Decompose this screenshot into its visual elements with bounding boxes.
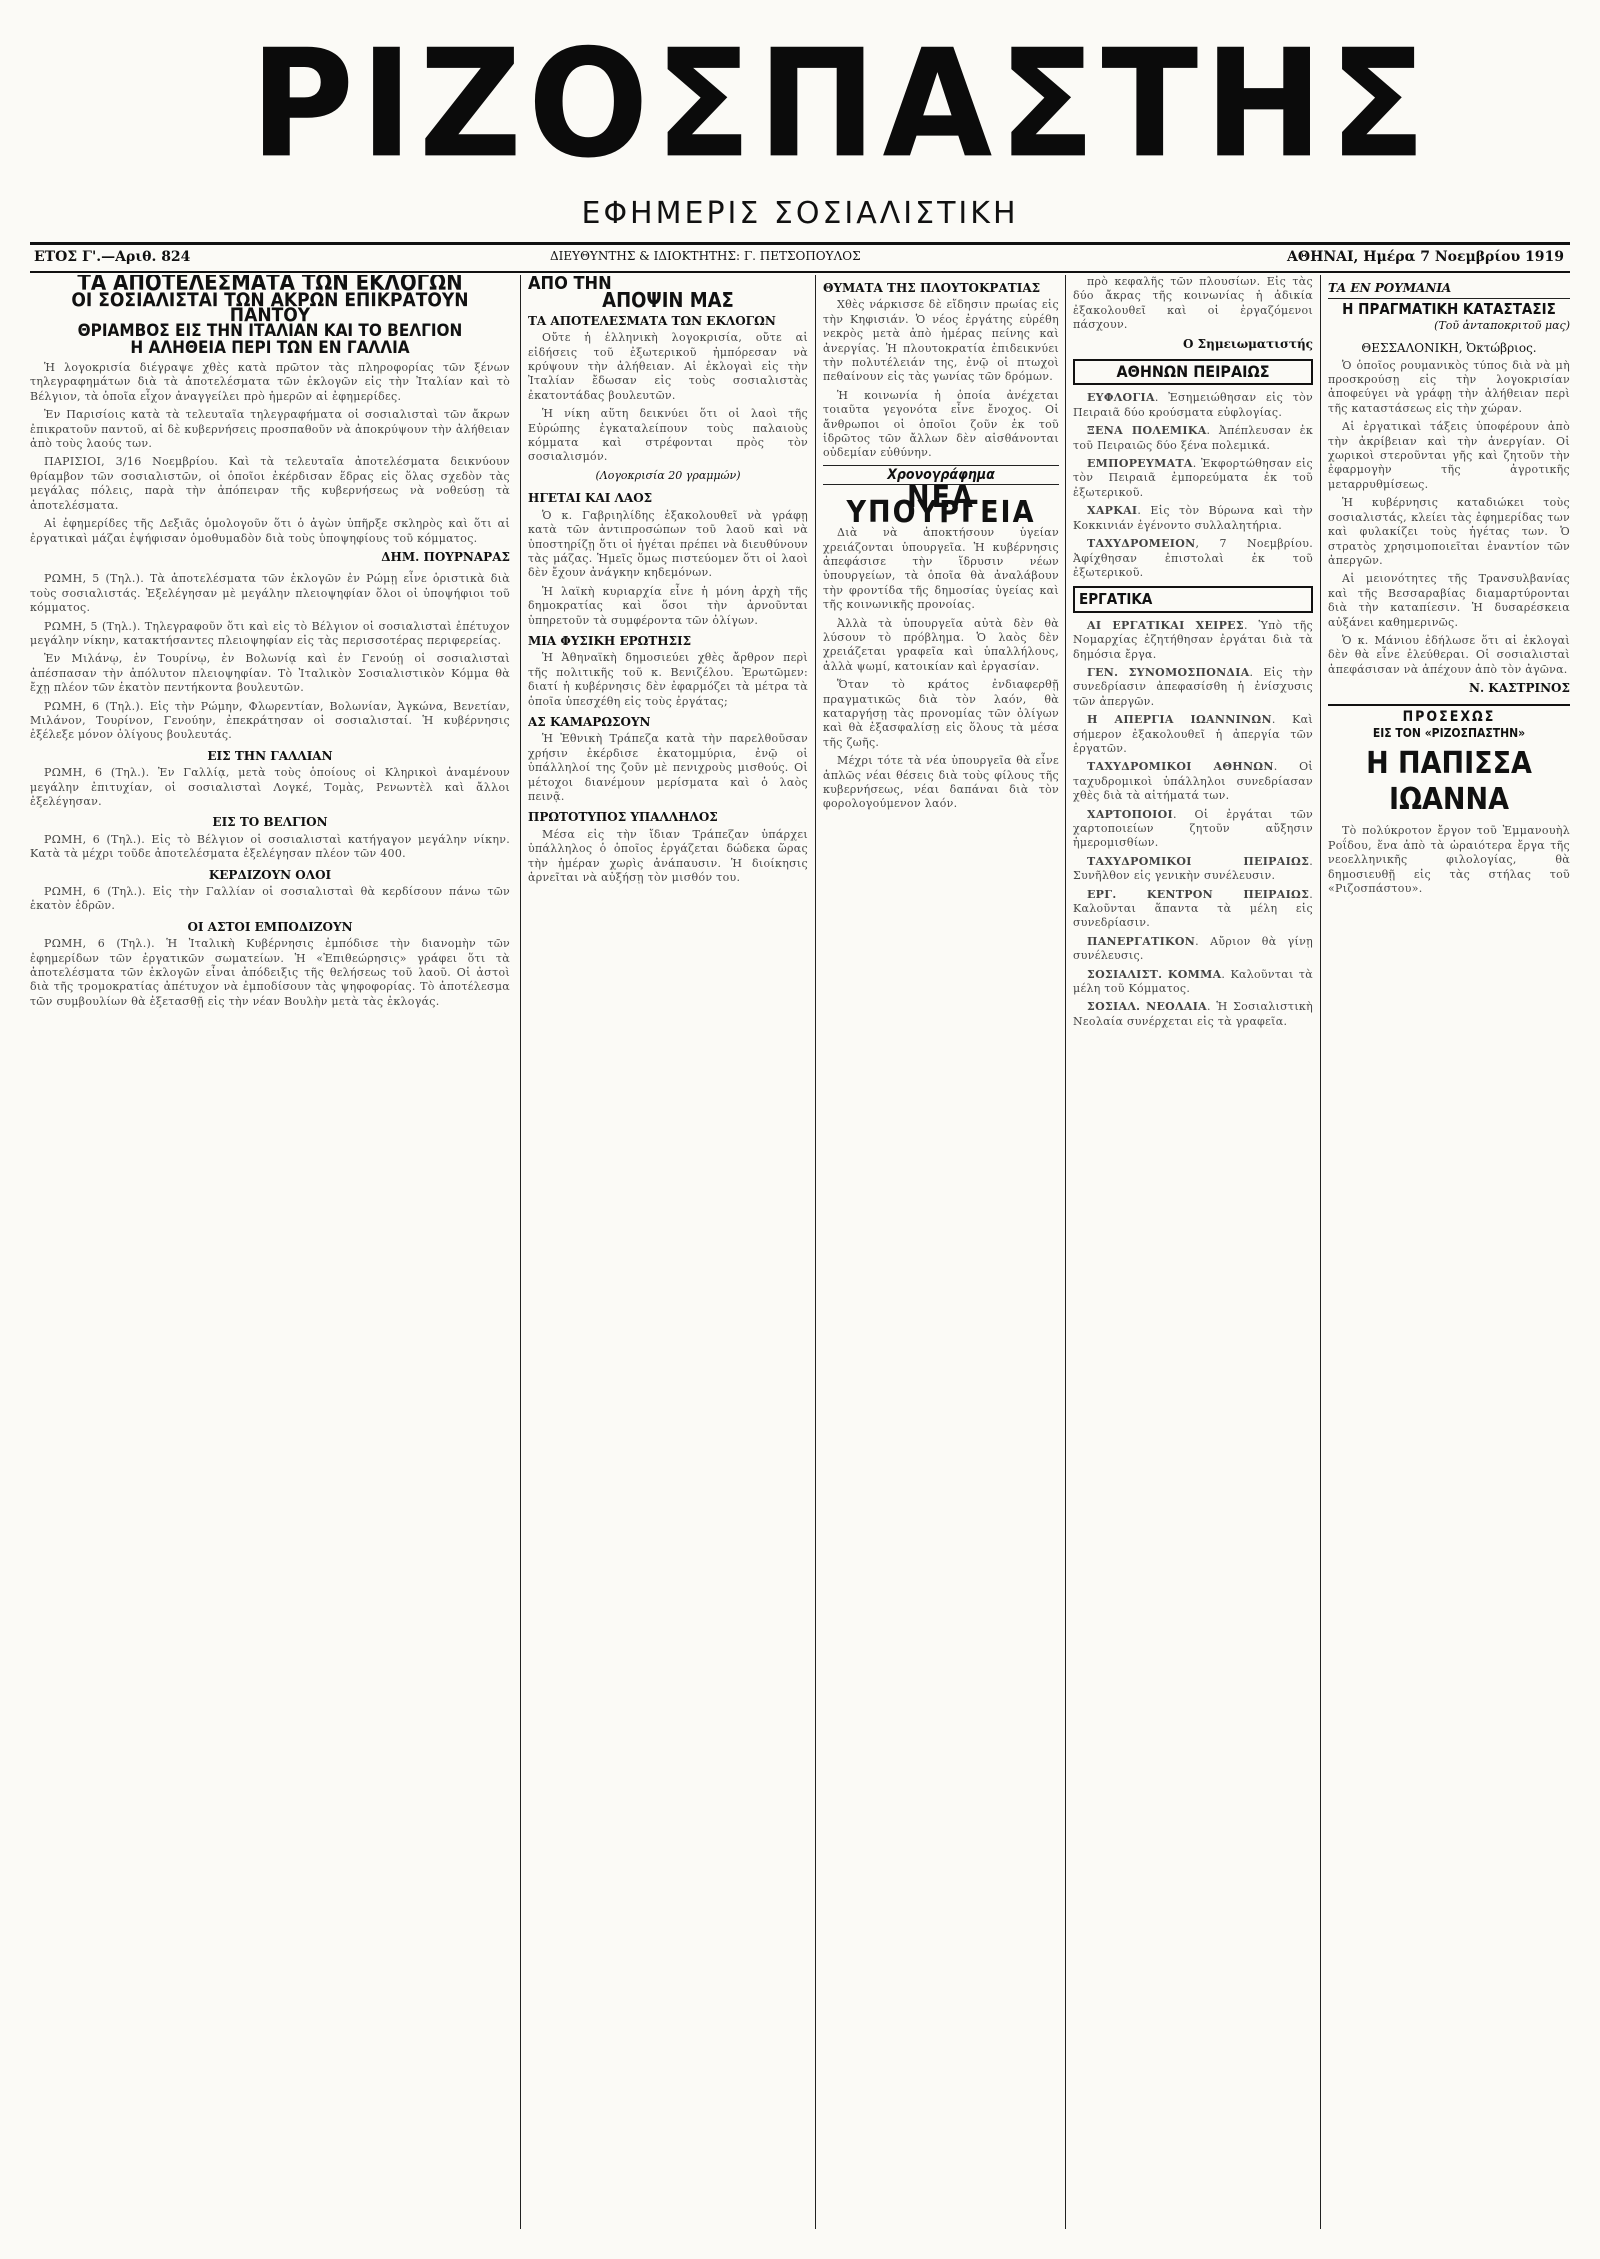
article-body: ΡΩΜΗ, 6 (Τηλ.). Ἡ Ἰταλικὴ Κυβέρνησις ἐμπόδισε τὴν διανομὴν τῶν ἐφημερίδων τῶν ἐργατικῶν σωματείων. Ἡ «Ἐπιθεώρησις» γράφει ὅτι τὰ ἀποτελέσματα τῶν ἐκλογῶν εἶναι ἀπόδειξις τῆς θελήσεως τοῦ λαοῦ. Οἱ ἀστοὶ διὰ τῆς τρομοκρατίας ἀπέτυχον νὰ ἐμποδίσουν τὰς ψηφοφορίας. Τὸ ἀποτέλεσμα τῶν συμβουλίων θὰ ἐξετασθῇ εἰς τὴν νέαν Βουλὴν μετὰ τὰς ἐκλογάς. <box>30 937 510 1008</box>
dateline: ΘΕΣΣΑΛΟΝΙΚΗ, Ὀκτώβριος. <box>1361 341 1537 356</box>
subheading: ΕΙΣ ΤΗΝ ΓΑΛΛΙΑΝ <box>207 748 333 763</box>
masthead-subtitle: ΕΦΗΜΕΡΙΣ ΣΟΣΙΑΛΙΣΤΙΚΗ <box>581 196 1019 231</box>
article-body: ΑΙ ΕΡΓΑΤΙΚΑΙ ΧΕΙΡΕΣ. Ὑπὸ τῆς Νομαρχίας ἐζητήθησαν ἐργάται διὰ τὰ δημόσια ἔργα. ΓΕΝ. ΣΥΝΟΜΟΣΠΟΝΔΙΑ. Εἰς τὴν συνεδρίασιν ἀπεφασίσθη ἡ ἐνίσχυσις τῶν ἀπεργῶν. Η ΑΠΕΡΓΙΑ ΙΩΑΝΝΙΝΩΝ. Καὶ σήμερον ἐξακολουθεῖ ἡ ἀπεργία τῶν ἐργατῶν. ΤΑΧΥΔΡΟΜΙΚΟΙ ΑΘΗΝΩΝ. Οἱ ταχυδρομικοὶ ὑπάλληλοι συνεδρίασαν χθὲς διὰ τὰ αἰτήματά των. ΧΑΡΤΟΠΟΙΟΙ. Οἱ ἐργάται τῶν χαρτοποιείων ζητοῦν αὔξησιν ἡμερομισθίων. ΤΑΧΥΔΡΟΜΙΚΟΙ ΠΕΙΡΑΙΩΣ. Συνῆλθον εἰς γενικὴν συνέλευσιν. ΕΡΓ. ΚΕΝΤΡΟΝ ΠΕΙΡΑΙΩΣ. Καλοῦνται ἅπαντα τὰ μέλη εἰς συνεδρίασιν. ΠΑΝΕΡΓΑΤΙΚΟΝ. Αὔριον θὰ γίνῃ συνέλευσις. ΣΟΣΙΑΛΙΣΤ. ΚΟΜΜΑ. Καλοῦνται τὰ μέλη τοῦ Κόμματος. ΣΟΣΙΑΛ. ΝΕΟΛΑΙΑ. Ἡ Σοσιαλιστικὴ Νεολαία συνέρχεται εἰς τὰ γραφεῖα. <box>1073 618 1313 1028</box>
section-header: ΕΡΓΑΤΙΚΑ <box>1073 586 1313 612</box>
news-item-title: ΓΕΝ. ΣΥΝΟΜΟΣΠΟΝΔΙΑ <box>1087 665 1250 679</box>
publisher: ΔΙΕΥΘΥΝΤΗΣ & ΙΔΙΟΚΤΗΤΗΣ: Γ. ΠΕΤΣΟΠΟΥΛΟΣ <box>550 249 861 263</box>
news-item-title: ΕΡΓ. ΚΕΝΤΡΟΝ ΠΕΙΡΑΙΩΣ <box>1087 887 1310 901</box>
article-election-results <box>30 275 510 2239</box>
news-item-title: ΑΙ ΕΡΓΑΤΙΚΑΙ ΧΕΙΡΕΣ <box>1087 618 1244 632</box>
column-opinion <box>528 275 808 2239</box>
news-item-title: ΧΑΡΚΑΙ <box>1087 504 1138 518</box>
subheading: ΚΕΡΔΙΖΟΥΝ ΟΛΟΙ <box>208 867 332 882</box>
column-romania <box>1328 275 1570 2239</box>
news-item-title: ΧΑΡΤΟΠΟΙΟΙ <box>1087 807 1173 821</box>
divider <box>1328 704 1570 706</box>
column-rule <box>1065 275 1066 2229</box>
news-item-title: ΕΜΠΟΡΕΥΜΑΤΑ <box>1087 457 1193 471</box>
byline-note: (Τοῦ ἀνταποκριτοῦ μας) <box>1434 318 1570 332</box>
serial-title: Η ΠΑΠΙΣΣΑ ΙΩΑΝΝΑ <box>1366 746 1532 818</box>
masthead <box>250 17 1433 192</box>
news-item-title: ΠΑΝΕΡΓΑΤΙΚΟΝ <box>1087 934 1196 948</box>
news-item-title: Η ΑΠΕΡΓΙΑ ΙΩΑΝΝΙΝΩΝ <box>1087 713 1272 727</box>
news-item-title: ΣΟΣΙΑΛ. ΝΕΟΛΑΙΑ <box>1087 1000 1208 1014</box>
article-body: ΡΩΜΗ, 6 (Τηλ.). Ἐν Γαλλίᾳ, μετὰ τοὺς ὁποίους οἱ Κληρικοὶ ἀναμένουν μεγάλην ἐπιτυχίαν, οἱ σοσιαλισταὶ Λογκέ, Τομὰς, Ρενωντὲλ καὶ ἄλλοι ἐξελέγησαν. <box>30 766 510 808</box>
subheading: ΕΙΣ ΤΟ ΒΕΛΓΙΟΝ <box>212 815 328 830</box>
headline: ΑΠΟ ΤΗΝ <box>528 275 612 294</box>
news-item-title: ΕΥΦΛΟΓΙΑ <box>1087 391 1155 405</box>
subheading: ΗΓΕΤΑΙ ΚΑΙ ΛΑΟΣ <box>528 491 653 506</box>
subheading: ΟΙ ΑΣΤΟΙ ΕΜΠΟΔΙΖΟΥΝ <box>187 919 353 934</box>
article-body: Τὸ πολύκροτον ἔργον τοῦ Ἐμμανουὴλ Ροΐδου, ἕνα ἀπὸ τὰ ὡραιότερα ἔργα τῆς νεοελληνικῆς φιλολογίας, θὰ δημοσιευθῇ εἰς τὰς στήλας τοῦ «Ριζοσπάστου». <box>1328 824 1570 895</box>
news-item-title: ΤΑΧΥΔΡΟΜΙΚΟΙ ΠΕΙΡΑΙΩΣ <box>1087 854 1310 868</box>
headline: ΤΑ ΑΠΟΤΕΛΕΣΜΑΤΑ ΤΩΝ ΕΚΛΟΓΩΝ <box>77 275 463 296</box>
subheading: ΠΡΩΤΟΤΥΠΟΣ ΥΠΑΛΛΗΛΟΣ <box>528 810 718 825</box>
column-rule <box>815 275 816 2229</box>
section-label: Χρονογράφημα <box>823 465 1059 485</box>
article-body: ΡΩΜΗ, 6 (Τηλ.). Εἰς τὸ Βέλγιον οἱ σοσιαλισταὶ κατήγαγον μεγάλην νίκην. Κατὰ τὰ μέχρι τοῦδε ἀποτελέσματα ἐξελέγησαν πλέον τῶν 400. <box>30 832 510 861</box>
subheading: ΑΣ ΚΑΜΑΡΩΣΟΥΝ <box>528 714 651 729</box>
news-item-title: ΤΑΧΥΔΡΟΜΕΙΟΝ <box>1087 537 1196 551</box>
article-body: Ἡ Ἀθηναϊκὴ δημοσιεύει χθὲς ἄρθρον περὶ τῆς πολιτικῆς τοῦ κ. Βενιζέλου. Ἐρωτῶμεν: διατί ἡ κυβέρνησις δὲν ἐφαρμόζει τὰ μέτρα τὰ ὁποῖα ὑπεσχέθη εἰς τοὺς ἐργάτας; <box>528 651 808 708</box>
article-body: Οὔτε ἡ ἑλληνικὴ λογοκρισία, οὔτε αἱ εἰδήσεις τοῦ ἐξωτερικοῦ ἠμπόρεσαν νὰ κρύψουν τὴν ἀλήθειαν. Αἱ ἐκλογαὶ εἰς τὴν Ἰταλίαν ἔδωσαν εἰς τοὺς σοσιαλιστὰς ἐκατοντάδας βουλευτῶν. Ἡ νίκη αὕτη δεικνύει ὅτι οἱ λαοὶ τῆς Εὐρώπης ἐγκαταλείπουν τοὺς παλαιοὺς κόμματα καὶ στρέφονται πρὸς τὸν σοσιαλισμόν. <box>528 331 808 464</box>
headline: Η ΠΡΑΓΜΑΤΙΚΗ ΚΑΤΑΣΤΑΣΙΣ <box>1328 298 1570 316</box>
headline: ΝΕΑ ΥΠΟΥΡΓΕΙΑ <box>846 480 1036 530</box>
article-body: Ὁ ὁποῖος ρουμανικὸς τύπος διὰ νὰ μὴ προσκρούσῃ εἰς τὴν λογοκρισίαν ἀποφεύγει νὰ γράφῃ τὴν ἀλήθειαν περὶ τῆς καταστάσεως εἰς τὴν χώραν. Αἱ ἐργατικαὶ τάξεις ὑποφέρουν ἀπὸ τὴν ἀκρίβειαν καὶ τὴν ἀνεργίαν. Οἱ χωρικοὶ στεροῦνται γῆς καὶ ζητοῦν τὴν ἐφαρμογὴν τῆς ἀγροτικῆς μεταρρυθμίσεως. Ἡ κυβέρνησις καταδιώκει τοὺς σοσιαλιστάς, κλείει τὰς ἐφημερίδας των καὶ φυλακίζει τοὺς ἡγέτας των. Ὁ στρατὸς χρησιμοποιεῖται ἐναντίον τῶν ἀπεργῶν. Αἱ μειονότητες τῆς Τρανσυλβανίας καὶ τῆς Βεσσαραβίας διαμαρτύρονται διὰ τὴν καταπίεσιν. Ἡ δυσαρέσκεια αὐξάνει καθημερινῶς. Ὁ κ. Μάνιου ἐδήλωσε ὅτι αἱ ἐκλογαὶ δὲν θὰ εἶνε ἐλεύθεραι. Οἱ σοσιαλισταὶ ἀπεφάσισαν νὰ ἀπέχουν ἀπὸ τὸν ἀγῶνα. <box>1328 358 1570 676</box>
column-rule <box>520 275 521 2229</box>
news-item-title: ΞΕΝΑ ΠΟΛΕΜΙΚΑ <box>1087 424 1207 438</box>
notice-label: ΠΡΟΣΕΧΩΣ <box>1402 708 1496 725</box>
article-body: Ὁ κ. Γαβριηλίδης ἐξακολουθεῖ νὰ γράφῃ κατὰ τῶν ἀντιπροσώπων τοῦ λαοῦ καὶ νὰ ὑποστηρίζῃ ὅτι οἱ ἡγέται πρέπει νὰ διευθύνουν τὰς μάζας. Ἡμεῖς ὅμως πιστεύομεν ὅτι οἱ λαοὶ δὲν ἔχουν ἀνάγκην κηδεμόνων. Ἡ λαϊκὴ κυριαρχία εἶνε ἡ μόνη ἀρχὴ τῆς δημοκρατίας καὶ ὅσοι τὴν ἀρνοῦνται ὑπηρετοῦν τὰ συμφέροντα τῶν ὀλίγων. <box>528 508 808 627</box>
dateline: (Λογοκρισία 20 γραμμών) <box>595 468 741 482</box>
article-body: Διὰ νὰ ἀποκτήσουν ὑγείαν χρειάζονται ὑπουργεῖα. Ἡ κυβέρνησις ἀπεφάσισε τὴν ἵδρυσιν νέων ὑπουργείων, τὰ ὁποῖα θὰ ἀναλάβουν τὴν φροντίδα τῆς δημοσίας ὑγείας καὶ τῆς κοινωνικῆς προνοίας. Ἀλλὰ τὰ ὑπουργεῖα αὐτὰ δὲν θὰ λύσουν τὸ πρόβλημα. Ὁ λαὸς δὲν χρειάζεται γραφεῖα καὶ ὑπαλλήλους, ἀλλὰ ψωμί, κατοικίαν καὶ ἐργασίαν. Ὅταν τὸ κράτος ἐνδιαφερθῇ πραγματικῶς διὰ τὸν λαόν, θὰ καταργήσῃ τὰς προνομίας τῶν ὀλίγων καὶ θὰ ἐξασφαλίσῃ εἰς ὅλους τὰ μέσα τῆς ζωῆς. Μέχρι τότε τὰ νέα ὑπουργεῖα θὰ εἶνε ἁπλῶς νέαι θέσεις διὰ τοὺς φίλους τῆς κυβερνήσεως, νέαι δαπάναι διὰ τὸν φορολογούμενον λαόν. <box>823 526 1059 811</box>
issue-number: ΕΤΟΣ Γ'.—Αριθ. 824 <box>34 249 191 265</box>
subheading: ΜΙΑ ΦΥΣΙΚΗ ΕΡΩΤΗΣΙΣ <box>528 633 692 648</box>
issue-date: ΑΘΗΝΑΙ, Ημέρα 7 Νοεμβρίου 1919 <box>1287 249 1564 265</box>
article-body: ΡΩΜΗ, 6 (Τηλ.). Εἰς τὴν Γαλλίαν οἱ σοσιαλισταὶ θὰ κερδίσουν πάνω τῶν ἑκατὸν ἑδρῶν. <box>30 885 510 913</box>
headline: ΘΡΙΑΜΒΟΣ ΕΙΣ ΤΗΝ ΙΤΑΛΙΑΝ ΚΑΙ ΤΟ ΒΕΛΓΙΟΝ <box>77 321 463 342</box>
article-body: Ἡ λογοκρισία διέγραψε χθὲς κατὰ πρῶτον τὰς πληροφορίας τῶν ξένων τηλεγραφημάτων διὰ τὰ ἀποτελέσματα τῶν ἐκλογῶν εἰς τὴν Ἰταλίαν καὶ τὸ Βέλγιον, τὰ ὁποῖα εἶχον ἀναγγείλει πρὸ ἡμερῶν αἱ ἐφημερίδες. Ἐν Παρισίοις κατὰ τὰ τελευταῖα τηλεγραφήματα οἱ σοσιαλισταὶ τῶν ἄκρων ἐπικρατοῦν παντοῦ, αἱ δὲ κυβερνήσεις προσπαθοῦν νὰ ἀποκρύψουν τὴν ἀλήθειαν ἀπὸ τοὺς λαούς των. ΠΑΡΙΣΙΟΙ, 3/16 Νοεμβρίου. Καὶ τὰ τελευταῖα ἀποτελέσματα δεικνύουν θρίαμβον τῶν σοσιαλιστῶν, οἱ ὁποῖοι ἐκέρδισαν ἕδρας εἰς ὅλας σχεδὸν τὰς μεγάλας πόλεις, παρὰ τὴν ἀπόπειραν τῆς κυβερνήσεως νὰ νοθεύσῃ τὰ ἀποτελέσματα. Αἱ ἐφημερίδες τῆς Δεξιᾶς ὁμολογοῦν ὅτι ὁ ἀγὼν ὑπῆρξε σκληρὸς καὶ ὅτι αἱ ἐργατικαὶ μάζαι ἐψήφισαν ὁμοθυμαδὸν διὰ τοὺς ὑποψηφίους τοῦ κόμματος. <box>30 361 510 545</box>
subheading: ΤΑ ΑΠΟΤΕΛΕΣΜΑΤΑ ΤΩΝ ΕΚΛΟΓΩΝ <box>528 313 776 328</box>
signature: Ν. ΚΑΣΤΡΙΝΟΣ <box>1468 681 1570 696</box>
signature: ΔΗΜ. ΠΟΥΡΝΑΡΑΣ <box>381 549 510 564</box>
info-bar <box>30 242 1570 273</box>
headline: Η ΑΛΗΘΕΙΑ ΠΕΡΙ ΤΩΝ ΕΝ ΓΑΛΛΙΑ <box>130 337 410 358</box>
article-body: πρὸ κεφαλῆς τῶν πλουσίων. Εἰς τὰς δύο ἄκρας τῆς κοινωνίας ἡ ἀδικία ἐξακολουθεῖ καὶ οἱ ἐργαζόμενοι πάσχουν. <box>1073 275 1313 332</box>
kicker: ΤΑ ΕΝ ΡΟΥΜΑΝΙΑ <box>1328 281 1452 295</box>
article-body: Χθὲς νάρκισσε δὲ εἴδησιν πρωίας εἰς τὴν Κηφισιάν. Ὁ νέος ἐργάτης εὑρέθη νεκρὸς μετὰ ἀπὸ ἡμέρας πείνης καὶ ἀνεργίας. Ἡ πλουτοκρατία ἐπιδεικνύει τὴν πολυτέλειάν της, ἐνῷ οἱ πτωχοὶ πεθαίνουν εἰς τὰς γωνίας τῶν δρόμων. Ἡ κοινωνία ἡ ὁποία ἀνέχεται τοιαῦτα γεγονότα εἶνε ἔνοχος. Οἱ ἄνθρωποι οἱ ὁποῖοι ζοῦν ἐκ τοῦ ἱδρῶτος τῶν ἄλλων δὲν αἰσθάνονται οὐδεμίαν εὐθύνην. <box>823 298 1059 460</box>
column-news <box>1073 275 1313 2239</box>
column-chronicle <box>823 275 1059 2239</box>
section-header: ΑΘΗΝΩΝ ΠΕΙΡΑΙΩΣ <box>1073 359 1313 385</box>
column-rule <box>1320 275 1321 2229</box>
subheading: ΘΥΜΑΤΑ ΤΗΣ ΠΛΟΥΤΟΚΡΑΤΙΑΣ <box>823 281 1041 295</box>
masthead-title: ΡΙΖΟΣΠΑΣΤΗΣ <box>250 17 1433 192</box>
notice-label: ΕΙΣ ΤΟΝ «ΡΙΖΟΣΠΑΣΤΗΝ» <box>1372 725 1526 740</box>
article-body: Μέσα εἰς τὴν ἴδιαν Τράπεζαν ὑπάρχει ὑπάλληλος ὁ ὁποῖος ἐργάζεται δώδεκα ὥρας τὴν ἡμέραν χωρὶς ἀνάπαυσιν. Ἡ διοίκησις ἀρνεῖται νὰ αὐξήσῃ τὸν μισθόν του. <box>528 827 808 885</box>
article-body: ΡΩΜΗ, 5 (Τηλ.). Τὰ ἀποτελέσματα τῶν ἐκλογῶν ἐν Ρώμῃ εἶνε ὁριστικὰ διὰ τοὺς σοσιαλιστάς. Ἐξελέγησαν μὲ μεγάλην πλειοψηφίαν ὅλοι οἱ ὑποψήφιοι τοῦ κόμματος. ΡΩΜΗ, 5 (Τηλ.). Τηλεγραφοῦν ὅτι καὶ εἰς τὸ Βέλγιον οἱ σοσιαλισταὶ ἐπέτυχον μεγάλην νίκην, κατακτήσαντες πλειοψηφίαν εἰς τὰς περισσοτέρας περιφερείας. Ἐν Μιλάνῳ, ἐν Τουρίνῳ, ἐν Βολωνίᾳ καὶ ἐν Γενούῃ οἱ σοσιαλισταὶ ἀπέσπασαν τὴν ἀπόλυτον πλειοψηφίαν. Τὸ Ἰταλικὸν Σοσιαλιστικὸν Κόμμα θὰ ἔχῃ πλέον τῶν ἑκατὸν πεντήκοντα βουλευτῶν. ΡΩΜΗ, 6 (Τηλ.). Εἰς τὴν Ρώμην, Φλωρεντίαν, Βολωνίαν, Ἀγκώνα, Βενετίαν, Μιλάνον, Τουρίνον, Γενούην, ἐπεκράτησαν οἱ σοσιαλισταί. Ἡ κυβέρνησις ἐξέλεξε μόνον ὀλίγους βουλευτάς. <box>30 572 510 742</box>
headline: ΟΙ ΣΟΣΙΑΛΙΣΤΑΙ ΤΩΝ ΑΚΡΩΝ ΕΠΙΚΡΑΤΟΥΝ ΠΑΝΤΟΥ <box>71 289 469 326</box>
signature: Ο Σημειωματιστής <box>1182 336 1313 351</box>
article-body: ΕΥΦΛΟΓΙΑ. Ἐσημειώθησαν εἰς τὸν Πειραιᾶ δύο κρούσματα εὐφλογίας. ΞΕΝΑ ΠΟΛΕΜΙΚΑ. Ἀπέπλευσαν ἐκ τοῦ Πειραιῶς δύο ξένα πολεμικά. ΕΜΠΟΡΕΥΜΑΤΑ. Ἐκφορτώθησαν εἰς τὸν Πειραιᾶ ἐμπορεύματα ἐκ τοῦ ἐξωτερικοῦ. ΧΑΡΚΑΙ. Εἰς τὸν Βύρωνα καὶ τὴν Κοκκινιάν ἐγένοντο συλλαλητήρια. ΤΑΧΥΔΡΟΜΕΙΟΝ, 7 Νοεμβρίου. Ἀφίχθησαν ἐπιστολαὶ ἐκ τοῦ ἐξωτερικοῦ. <box>1073 391 1313 579</box>
news-item-title: ΤΑΧΥΔΡΟΜΙΚΟΙ ΑΘΗΝΩΝ <box>1087 760 1274 774</box>
headline: ΑΠΟΨΙΝ ΜΑΣ <box>602 288 734 313</box>
article-body: Ἡ Ἐθνικὴ Τράπεζα κατὰ τὴν παρελθοῦσαν χρήσιν ἐκέρδισε ἑκατομμύρια, ἐνῷ οἱ ὑπάλληλοί της ζοῦν μὲ πενιχροὺς μισθούς. Οἱ μέτοχοι διανέμουν μερίσματα καὶ ὁ λαὸς πεινᾷ. <box>528 732 808 803</box>
news-item-title: ΣΟΣΙΑΛΙΣΤ. ΚΟΜΜΑ <box>1087 967 1222 981</box>
